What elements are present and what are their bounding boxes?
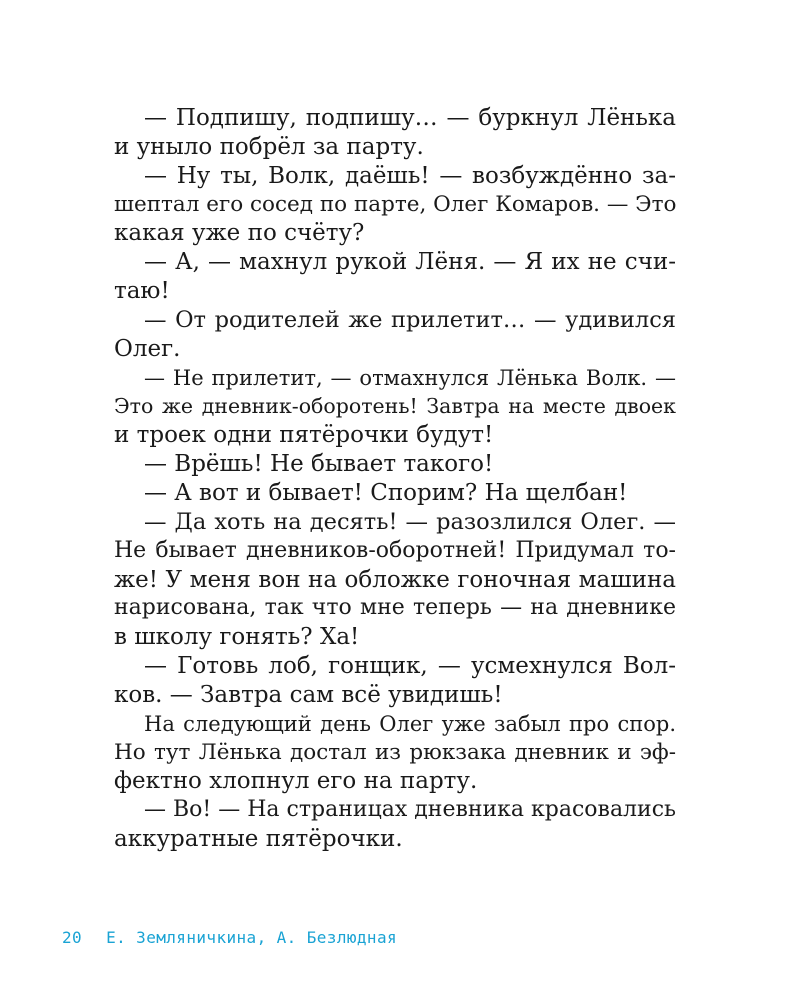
text-line: же! У меня вон на обложке гоночная машина — [114, 566, 676, 593]
text-line: и троек одни пятёрочки будут! — [114, 422, 494, 449]
text-line: ков. — Завтра сам всё увидишь! — [114, 681, 503, 708]
text-line: Олег. — [114, 335, 181, 362]
body-text — [114, 104, 676, 854]
text-line: нарисована, так что мне теперь — на дневнике — [114, 595, 676, 621]
page-footer — [62, 928, 397, 947]
authors-running-head: Е. Земляничкина, А. Безлюдная — [106, 928, 398, 947]
text-line: — Подпишу, подпишу… — буркнул Лёнька — [144, 105, 676, 131]
text-line: — Да хоть на десять! — разозлился Олег. — — [144, 508, 676, 535]
text-line: шептал его сосед по парте, Олег Комаров. — Это — [114, 191, 677, 217]
text-line: Но тут Лёнька достал из рюкзака дневник и эф- — [114, 739, 676, 765]
text-line: — Во! — На страницах дневника красовались — [144, 797, 676, 823]
text-line: — А, — махнул рукой Лёня. — Я их не счи- — [144, 249, 676, 276]
text-line: На следующий день Олег уже забыл про спор. — [144, 711, 676, 736]
text-line: какая уже по счёту? — [114, 220, 365, 247]
text-line: — А вот и бывает! Спорим? На щелбан! — [144, 479, 628, 506]
text-line: — Ну ты, Волк, даёшь! — возбуждённо за- — [144, 162, 676, 189]
text-line: — Готовь лоб, гонщик, — усмехнулся Вол- — [144, 653, 676, 680]
text-line: Не бывает дневников-оборотней! Придумал то- — [114, 537, 676, 563]
text-line: — Врёшь! Не бывает такого! — [144, 451, 494, 478]
text-line: — От родителей же прилетит… — удивился — [144, 306, 676, 333]
page-number: 20 — [62, 928, 83, 947]
text-line: Это же дневник-оборотень! Завтра на месте двоек — [114, 394, 676, 419]
text-line: фектно хлопнул его на парту. — [114, 768, 478, 795]
text-line: в школу гонять? Ха! — [114, 624, 360, 651]
text-line: и уныло побрёл за парту. — [114, 133, 424, 160]
text-line: — Не прилетит, — отмахнулся Лёнька Волк. — — [144, 365, 676, 390]
text-line: таю! — [114, 278, 170, 305]
text-line: аккуратные пятёрочки. — [114, 826, 403, 853]
